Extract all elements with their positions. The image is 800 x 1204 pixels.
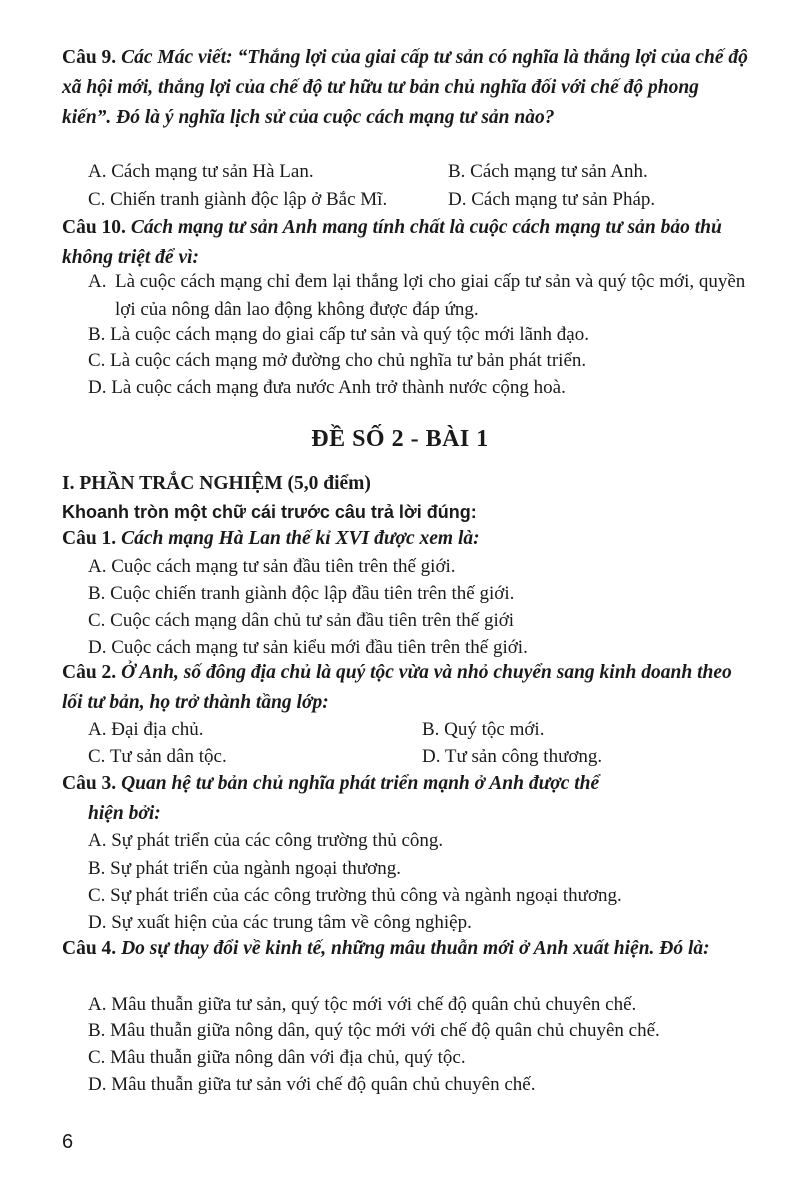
q4-option-a: A. Mâu thuẫn giữa tư sản, quý tộc mới với chế độ quân chủ chuyên chế.: [88, 994, 637, 1015]
q10-option-a: [88, 268, 748, 324]
question-number: Câu 9.: [62, 47, 117, 68]
question-3: [62, 769, 752, 799]
question-number: Câu 2.: [62, 662, 117, 683]
page-number: 6: [62, 1131, 74, 1153]
option-text: Là cuộc cách mạng chỉ đem lại thắng lợi cho giai cấp tư sản và quý tộc mới, quyền lợi của nông dân lao động không được đáp ứng.: [115, 271, 746, 320]
q10-option-b: B. Là cuộc cách mạng do giai cấp tư sản và quý tộc mới lãnh đạo.: [88, 324, 589, 345]
q1-option-d: D. Cuộc cách mạng tư sản kiểu mới đầu tiên trên thế giới.: [88, 637, 528, 658]
q9-option-c: C. Chiến tranh giành độc lập ở Bắc Mĩ.: [88, 189, 388, 210]
question-9: [62, 43, 752, 133]
q3-option-d: D. Sự xuất hiện của các trung tâm về công nghiệp.: [88, 912, 472, 933]
question-text-line-2: hiện bởi:: [88, 803, 161, 824]
question-number: Câu 4.: [62, 938, 117, 959]
q10-option-c: C. Là cuộc cách mạng mở đường cho chủ nghĩa tư bản phát triển.: [88, 350, 587, 371]
question-text: Các Mác viết: “Thắng lợi của giai cấp tư sản có nghĩa là thắng lợi của chế độ xã hội mới, thắng lợi của chế độ tư hữu tư bản chủ nghĩa đối với chế độ phong kiến”. Đó là ý nghĩa lịch sử của cuộc cách mạng tư sản nào?: [62, 47, 748, 128]
q4-option-b: B. Mâu thuẫn giữa nông dân, quý tộc mới với chế độ quân chủ chuyên chế.: [88, 1020, 660, 1041]
question-text: Cách mạng tư sản Anh mang tính chất là cuộc cách mạng tư sản bảo thủ không triệt để vì:: [62, 217, 722, 268]
option-letter: A.: [88, 271, 107, 292]
question-number: Câu 1.: [62, 528, 117, 549]
q10-option-d: D. Là cuộc cách mạng đưa nước Anh trở thành nước cộng hoà.: [88, 377, 566, 398]
q1-option-b: B. Cuộc chiến tranh giành độc lập đầu tiên trên thế giới.: [88, 583, 515, 604]
q1-option-c: C. Cuộc cách mạng dân chủ tư sản đầu tiên trên thế giới: [88, 610, 515, 631]
question-number: Câu 3.: [62, 773, 117, 794]
question-10: [62, 213, 752, 273]
q9-option-b: B. Cách mạng tư sản Anh.: [448, 161, 648, 182]
q3-option-b: B. Sự phát triển của ngành ngoại thương.: [88, 858, 401, 879]
q3-option-a: A. Sự phát triển của các công trường thủ công.: [88, 830, 444, 851]
q3-option-c: C. Sự phát triển của các công trường thủ công và ngành ngoại thương.: [88, 885, 622, 906]
q9-option-a: A. Cách mạng tư sản Hà Lan.: [88, 161, 314, 182]
question-number: Câu 10.: [62, 217, 126, 238]
q4-option-c: C. Mâu thuẫn giữa nông dân với địa chủ, quý tộc.: [88, 1047, 466, 1068]
q9-option-d: D. Cách mạng tư sản Pháp.: [448, 189, 656, 210]
question-text: Ở Anh, số đông địa chủ là quý tộc vừa và nhỏ chuyển sang kinh doanh theo lối tư bản, họ trở thành tầng lớp:: [62, 662, 732, 713]
question-3-cont: [88, 799, 778, 829]
question-1: [62, 524, 752, 554]
question-2: [62, 658, 752, 718]
question-text: Cách mạng Hà Lan thế kỉ XVI được xem là:: [121, 528, 480, 549]
exam-title: ĐỀ SỐ 2 - BÀI 1: [311, 426, 489, 452]
question-text-line-1: Quan hệ tư bản chủ nghĩa phát triển mạnh ở Anh được thể: [121, 773, 600, 794]
section-title: I. PHẦN TRẮC NGHIỆM (5,0 điểm): [62, 473, 371, 494]
question-text: Do sự thay đổi về kinh tế, những mâu thuẫn mới ở Anh xuất hiện. Đó là:: [121, 938, 710, 959]
q2-option-d: D. Tư sản công thương.: [422, 746, 603, 767]
question-4: [62, 934, 752, 964]
q2-option-b: B. Quý tộc mới.: [422, 719, 545, 740]
q2-option-c: C. Tư sản dân tộc.: [88, 746, 227, 767]
instruction: Khoanh tròn một chữ cái trước câu trả lời đúng:: [62, 502, 477, 522]
q2-option-a: A. Đại địa chủ.: [88, 719, 204, 740]
q4-option-d: D. Mâu thuẫn giữa tư sản với chế độ quân chủ chuyên chế.: [88, 1074, 536, 1095]
q1-option-a: A. Cuộc cách mạng tư sản đầu tiên trên thế giới.: [88, 556, 456, 577]
